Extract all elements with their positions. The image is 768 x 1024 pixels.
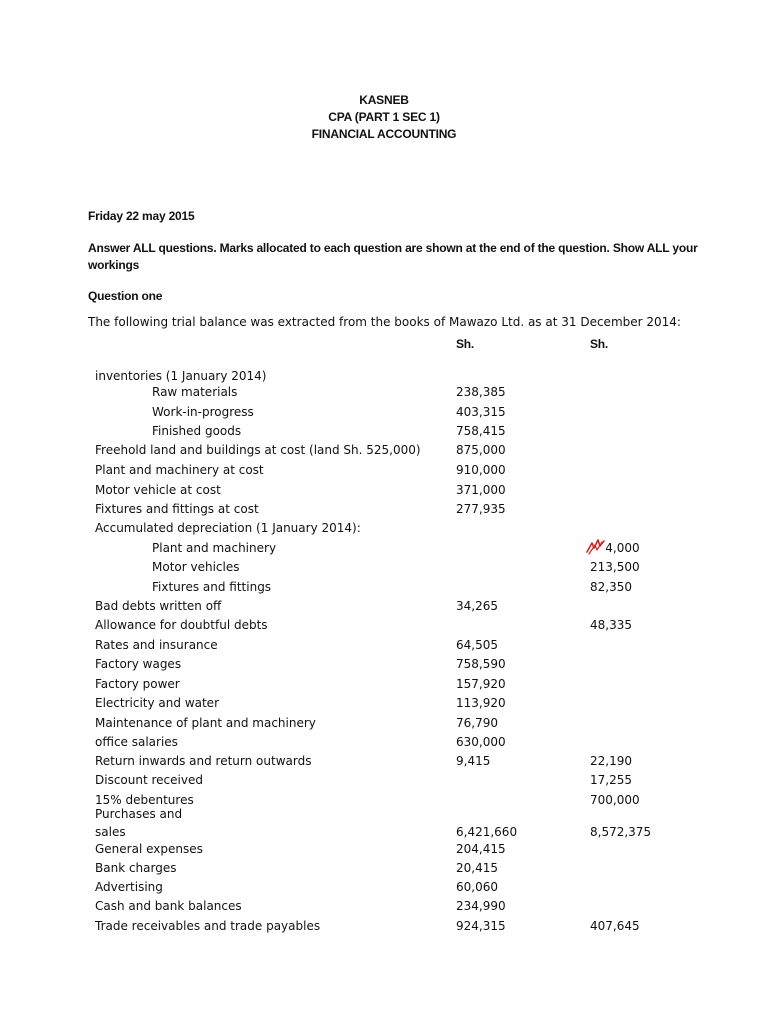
row-debit: 238,385 bbox=[456, 385, 506, 399]
row-credit: 82,350 bbox=[590, 580, 632, 594]
row-label: Motor vehicles bbox=[152, 560, 240, 574]
row-debit: 6,421,660 bbox=[456, 825, 518, 839]
table-row bbox=[0, 880, 768, 896]
row-label: Freehold land and buildings at cost (land Sh. 525,000) bbox=[95, 443, 421, 457]
row-label: Motor vehicle at cost bbox=[95, 483, 221, 497]
row-debit: 157,920 bbox=[456, 677, 506, 691]
row-credit: 4,000 bbox=[590, 541, 640, 555]
row-label: inventories (1 January 2014) bbox=[95, 369, 267, 383]
row-credit: 213,500 bbox=[590, 560, 640, 574]
row-label: Purchases and bbox=[95, 807, 183, 821]
table-row bbox=[0, 369, 768, 385]
question-title: Question one bbox=[88, 289, 163, 303]
table-row bbox=[0, 599, 768, 615]
header-line-1: KASNEB bbox=[359, 93, 409, 107]
table-row bbox=[0, 696, 768, 712]
row-debit: 9,415 bbox=[456, 754, 491, 768]
row-label: Maintenance of plant and machinery bbox=[95, 716, 316, 730]
row-label: Work-in-progress bbox=[152, 405, 254, 419]
row-credit: 407,645 bbox=[590, 919, 640, 933]
exam-date: Friday 22 may 2015 bbox=[88, 209, 195, 223]
table-row bbox=[0, 541, 768, 557]
table-row bbox=[0, 424, 768, 440]
table-row bbox=[0, 483, 768, 499]
row-label: Fixtures and fittings at cost bbox=[95, 502, 259, 516]
column-header-credit: Sh. bbox=[590, 337, 609, 351]
row-debit: 20,415 bbox=[456, 861, 498, 875]
row-debit: 76,790 bbox=[456, 716, 498, 730]
table-row bbox=[0, 560, 768, 576]
row-debit: 371,000 bbox=[456, 483, 506, 497]
table-row bbox=[0, 735, 768, 751]
row-credit: 17,255 bbox=[590, 773, 632, 787]
row-label: Trade receivables and trade payables bbox=[95, 919, 321, 933]
row-debit: 758,415 bbox=[456, 424, 506, 438]
row-label: Cash and bank balances bbox=[95, 899, 242, 913]
row-label: Return inwards and return outwards bbox=[95, 754, 312, 768]
table-row bbox=[0, 773, 768, 789]
row-credit: 48,335 bbox=[590, 618, 632, 632]
table-row bbox=[0, 919, 768, 935]
row-label: Fixtures and fittings bbox=[152, 580, 272, 594]
table-row bbox=[0, 521, 768, 537]
row-debit: 403,315 bbox=[456, 405, 506, 419]
row-label: Plant and machinery bbox=[152, 541, 277, 555]
row-label: Advertising bbox=[95, 880, 163, 894]
row-debit: 924,315 bbox=[456, 919, 506, 933]
row-debit: 64,505 bbox=[456, 638, 498, 652]
row-debit: 758,590 bbox=[456, 657, 506, 671]
row-label: Accumulated depreciation (1 January 2014): bbox=[95, 521, 361, 535]
row-label: Bank charges bbox=[95, 861, 177, 875]
row-credit: 8,572,375 bbox=[590, 825, 652, 839]
question-intro: The following trial balance was extracted from the books of Mawazo Ltd. as at 31 December 2014: bbox=[88, 315, 681, 329]
row-debit: 910,000 bbox=[456, 463, 506, 477]
table-row bbox=[0, 385, 768, 401]
table-row bbox=[0, 463, 768, 479]
row-debit: 34,265 bbox=[456, 599, 498, 613]
row-label: Raw materials bbox=[152, 385, 238, 399]
table-row bbox=[0, 618, 768, 634]
row-label: Plant and machinery at cost bbox=[95, 463, 264, 477]
table-row bbox=[0, 657, 768, 673]
row-debit: 277,935 bbox=[456, 502, 506, 516]
row-label: office salaries bbox=[95, 735, 178, 749]
table-row bbox=[0, 825, 768, 841]
row-label: sales bbox=[95, 825, 126, 839]
row-label: General expenses bbox=[95, 842, 203, 856]
table-row bbox=[0, 677, 768, 693]
instructions-line-2: workings bbox=[88, 258, 140, 272]
table-row bbox=[0, 502, 768, 518]
row-debit: 234,990 bbox=[456, 899, 506, 913]
instructions-line-1: Answer ALL questions. Marks allocated to each question are shown at the end of the question. Show ALL your bbox=[88, 241, 698, 255]
row-debit: 204,415 bbox=[456, 842, 506, 856]
row-credit: 700,000 bbox=[590, 793, 640, 807]
row-label: 15% debentures bbox=[95, 793, 194, 807]
column-header-debit: Sh. bbox=[456, 337, 475, 351]
row-debit: 113,920 bbox=[456, 696, 506, 710]
row-label: Factory wages bbox=[95, 657, 182, 671]
row-debit: 630,000 bbox=[456, 735, 506, 749]
table-row bbox=[0, 861, 768, 877]
table-row bbox=[0, 638, 768, 654]
row-label: Bad debts written off bbox=[95, 599, 222, 613]
row-label: Discount received bbox=[95, 773, 203, 787]
table-row bbox=[0, 580, 768, 596]
table-row bbox=[0, 405, 768, 421]
row-label: Electricity and water bbox=[95, 696, 220, 710]
row-label: Factory power bbox=[95, 677, 180, 691]
row-credit: 22,190 bbox=[590, 754, 632, 768]
row-label: Rates and insurance bbox=[95, 638, 218, 652]
table-row bbox=[0, 443, 768, 459]
table-row bbox=[0, 716, 768, 732]
header-line-2: CPA (PART 1 SEC 1) bbox=[328, 110, 440, 124]
row-debit: 60,060 bbox=[456, 880, 498, 894]
table-row bbox=[0, 842, 768, 858]
table-row bbox=[0, 899, 768, 915]
row-debit: 875,000 bbox=[456, 443, 506, 457]
table-row bbox=[0, 807, 768, 823]
row-label: Finished goods bbox=[152, 424, 242, 438]
table-row bbox=[0, 754, 768, 770]
header-line-3: FINANCIAL ACCOUNTING bbox=[311, 127, 457, 141]
row-label: Allowance for doubtful debts bbox=[95, 618, 268, 632]
handwritten-annotation-icon bbox=[585, 536, 609, 556]
